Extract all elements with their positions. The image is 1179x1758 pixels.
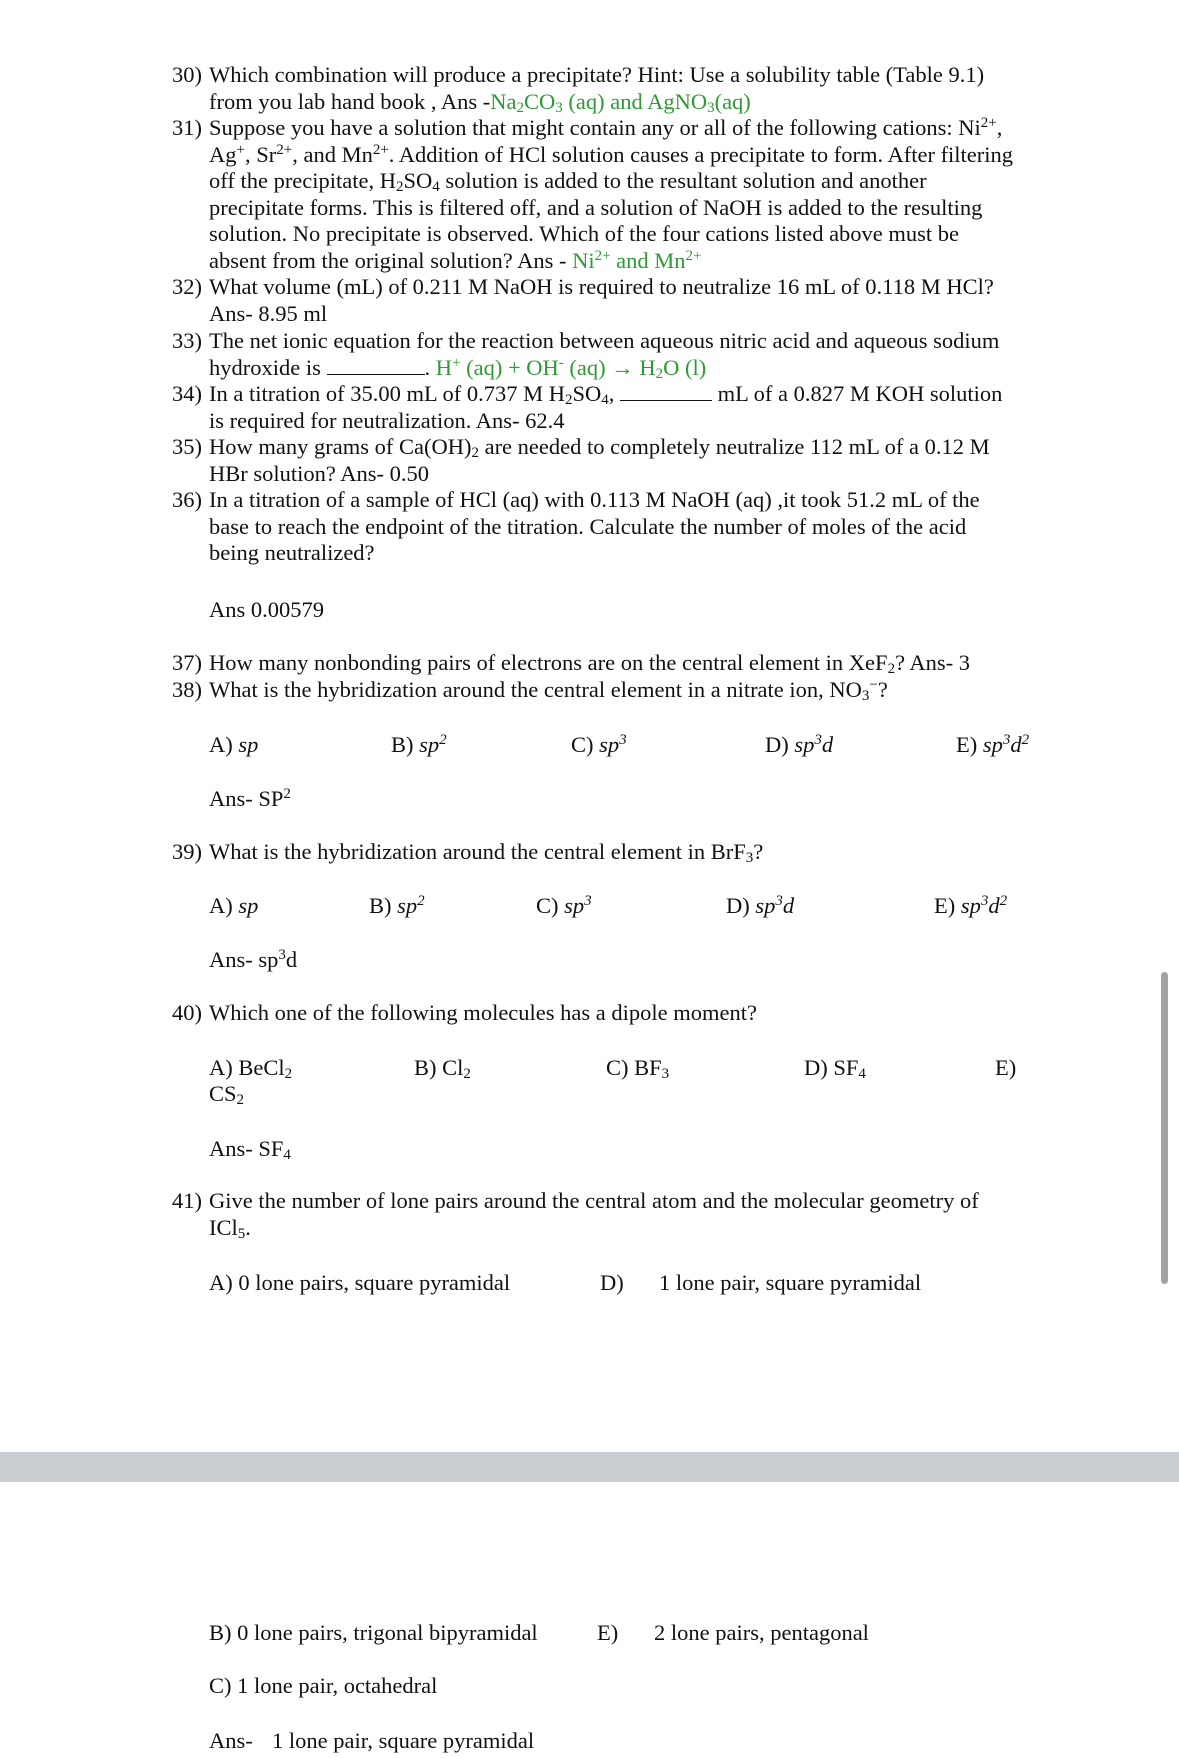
question-number: 33) <box>172 328 202 353</box>
document-page-2 <box>0 1482 1179 1758</box>
option-e: E) $sp^3d^2$ <box>956 732 1030 757</box>
scrollbar-thumb[interactable] <box>1161 972 1168 1284</box>
question-32 <box>172 274 1052 327</box>
option-d-label: D) <box>600 1270 624 1295</box>
question-number: 40) <box>172 1000 202 1025</box>
option-c: C) $BF_3$ <box>606 1055 670 1082</box>
option-a: A) sp <box>209 893 259 918</box>
answer-blank <box>327 356 425 375</box>
question-36 <box>172 487 1052 567</box>
question-text: Which one of the following molecules has a dipole moment? <box>209 1000 757 1025</box>
answer-text: $Ni^{2+}$ and $Mn^{2+}$ <box>572 247 702 273</box>
option-a: A) 0 lone pairs, square pyramidal <box>209 1270 511 1295</box>
option-e: 2 lone pairs, pentagonal <box>654 1620 869 1645</box>
question-text: Give the number of lone pairs around the central atom and the molecular geometry of ICl$_5$. <box>209 1188 979 1242</box>
answer-text: Ans 0.00579 <box>209 597 325 622</box>
question-35 <box>172 434 1052 487</box>
question-text: The net ionic equation for the reaction between aqueous nitric acid and aqueous sodium <box>209 328 1000 353</box>
question-text: What is the hybridization around the central element in a nitrate ion, $NO_3^-$? <box>209 677 888 704</box>
question-37 <box>172 650 1052 677</box>
answer-text: $Na_2CO_3$ (aq) and AgNO$_3$(aq) <box>490 88 751 116</box>
question-text: hydroxide is <box>209 354 321 380</box>
question-39 <box>172 839 1052 866</box>
question-text: What is the hybridization around the central element in BrF$_3$? <box>209 839 764 866</box>
question-31 <box>172 115 1052 275</box>
answer-text: HBr solution? Ans- 0.50 <box>209 460 430 486</box>
question-text: Suppose you have a solution that might contain any or all of the following cations: $Ni^{2+}$, Ag+, $Sr^{2+}$, and $Mn^{2+}$. Addition of HCl solution causes a precipitate to form. After filtering off the precipitate, $H_2SO_4$ solution is added to the resultant solution and another precipitate forms. This is filtered off, and a solution of NaOH is added to the resulting solution. No precipitate is observed. Which of the four cations listed above must be absent from the original solution? Ans - $Ni^{2+}$ and $Mn^{2+}$ <box>209 115 1014 273</box>
option-a: A) BeCl$_2$ <box>209 1055 293 1082</box>
question-text: Which combination will produce a precipitate? Hint: Use a solubility table (Table 9.1) <box>209 62 985 87</box>
option-b: B) $Cl_2$ <box>414 1055 471 1082</box>
question-text: from you lab hand book , Ans - <box>209 88 491 114</box>
question-34 <box>172 381 1052 434</box>
question-text: What volume (mL) of 0.211 M NaOH is required to neutralize 16 mL of 0.118 M HCl? <box>209 274 994 299</box>
answer-text: Ans- $SF_4$ <box>209 1136 291 1163</box>
question-text: How many nonbonding pairs of electrons are on the central element in XeF$_2$? Ans- 3 <box>209 650 971 677</box>
option-c: C) 1 lone pair, octahedral <box>209 1673 438 1698</box>
question-number: 34) <box>172 381 202 406</box>
question-40 <box>172 1000 1052 1027</box>
question-number: 35) <box>172 434 202 459</box>
answer-text: Ans- $sp^3d$ <box>209 947 298 972</box>
answer-text: is required for neutralization. Ans- 62.4 <box>209 407 565 433</box>
answer-blank <box>620 382 712 401</box>
option-c: C) $sp^3$ <box>571 732 627 757</box>
option-e: E) $sp^3d^2$ <box>934 893 1008 918</box>
question-30 <box>172 62 1052 115</box>
question-number: 31) <box>172 115 202 140</box>
option-b: B) $sp^2$ <box>391 732 447 757</box>
option-d: 1 lone pair, square pyramidal <box>659 1270 922 1295</box>
question-number: 41) <box>172 1188 202 1213</box>
question-number: 36) <box>172 487 202 512</box>
option-b: B) 0 lone pairs, trigonal bipyramidal <box>209 1620 538 1645</box>
option-e: E) <box>995 1055 1017 1080</box>
option-e-label: E) <box>597 1620 619 1645</box>
answer-text: H+ (aq) + OH- $(aq) \to H_2O$ (l) <box>435 354 707 382</box>
question-number: 32) <box>172 274 202 299</box>
question-number: 38) <box>172 677 202 702</box>
question-text: In a titration of 35.00 mL of 0.737 M $H_2SO_4$, mL of a 0.827 M KOH solution is required for neutralization. Ans- 62.4 <box>172 381 1052 434</box>
option-d: D) $sp^3d$ <box>765 732 834 757</box>
option-c: C) $sp^3$ <box>536 893 592 918</box>
question-33: 33) The net ionic equation for the reaction between aqueous nitric acid and aqueous sodium hydroxide is . H+ (aq) + OH- $(aq) \to H_2O$ (l) <box>172 328 1052 381</box>
question-number: 30) <box>172 62 202 87</box>
answer-text: Ans- 8.95 ml <box>209 300 328 326</box>
question-number: 39) <box>172 839 202 864</box>
option-d: D) $sp^3d$ <box>726 893 795 918</box>
question-text: In a titration of a sample of HCl (aq) with 0.113 M NaOH (aq) ,it took 51.2 mL of the base to reach the endpoint of the titration. Calculate the number of moles of the acid being neutralized? <box>209 487 980 566</box>
option-a: A) sp <box>209 732 259 757</box>
answer-text: Ans- $SP^2$ <box>209 786 291 811</box>
answer-text: 1 lone pair, square pyramidal <box>272 1728 535 1753</box>
page-separator <box>0 1452 1179 1482</box>
option-b: B) $sp^2$ <box>369 893 425 918</box>
answer-label: Ans- <box>209 1728 253 1753</box>
question-number: 37) <box>172 650 202 675</box>
question-38 <box>172 677 1052 704</box>
option-d: D) $SF_4$ <box>804 1055 866 1082</box>
option-e-value: $CS_2$ <box>209 1081 245 1108</box>
question-text: How many grams of $Ca(OH)_2$ are needed to completely neutralize 112 mL of a 0.12 M HBr solution? Ans- 0.50 <box>172 434 1052 487</box>
question-41 <box>172 1188 1052 1241</box>
